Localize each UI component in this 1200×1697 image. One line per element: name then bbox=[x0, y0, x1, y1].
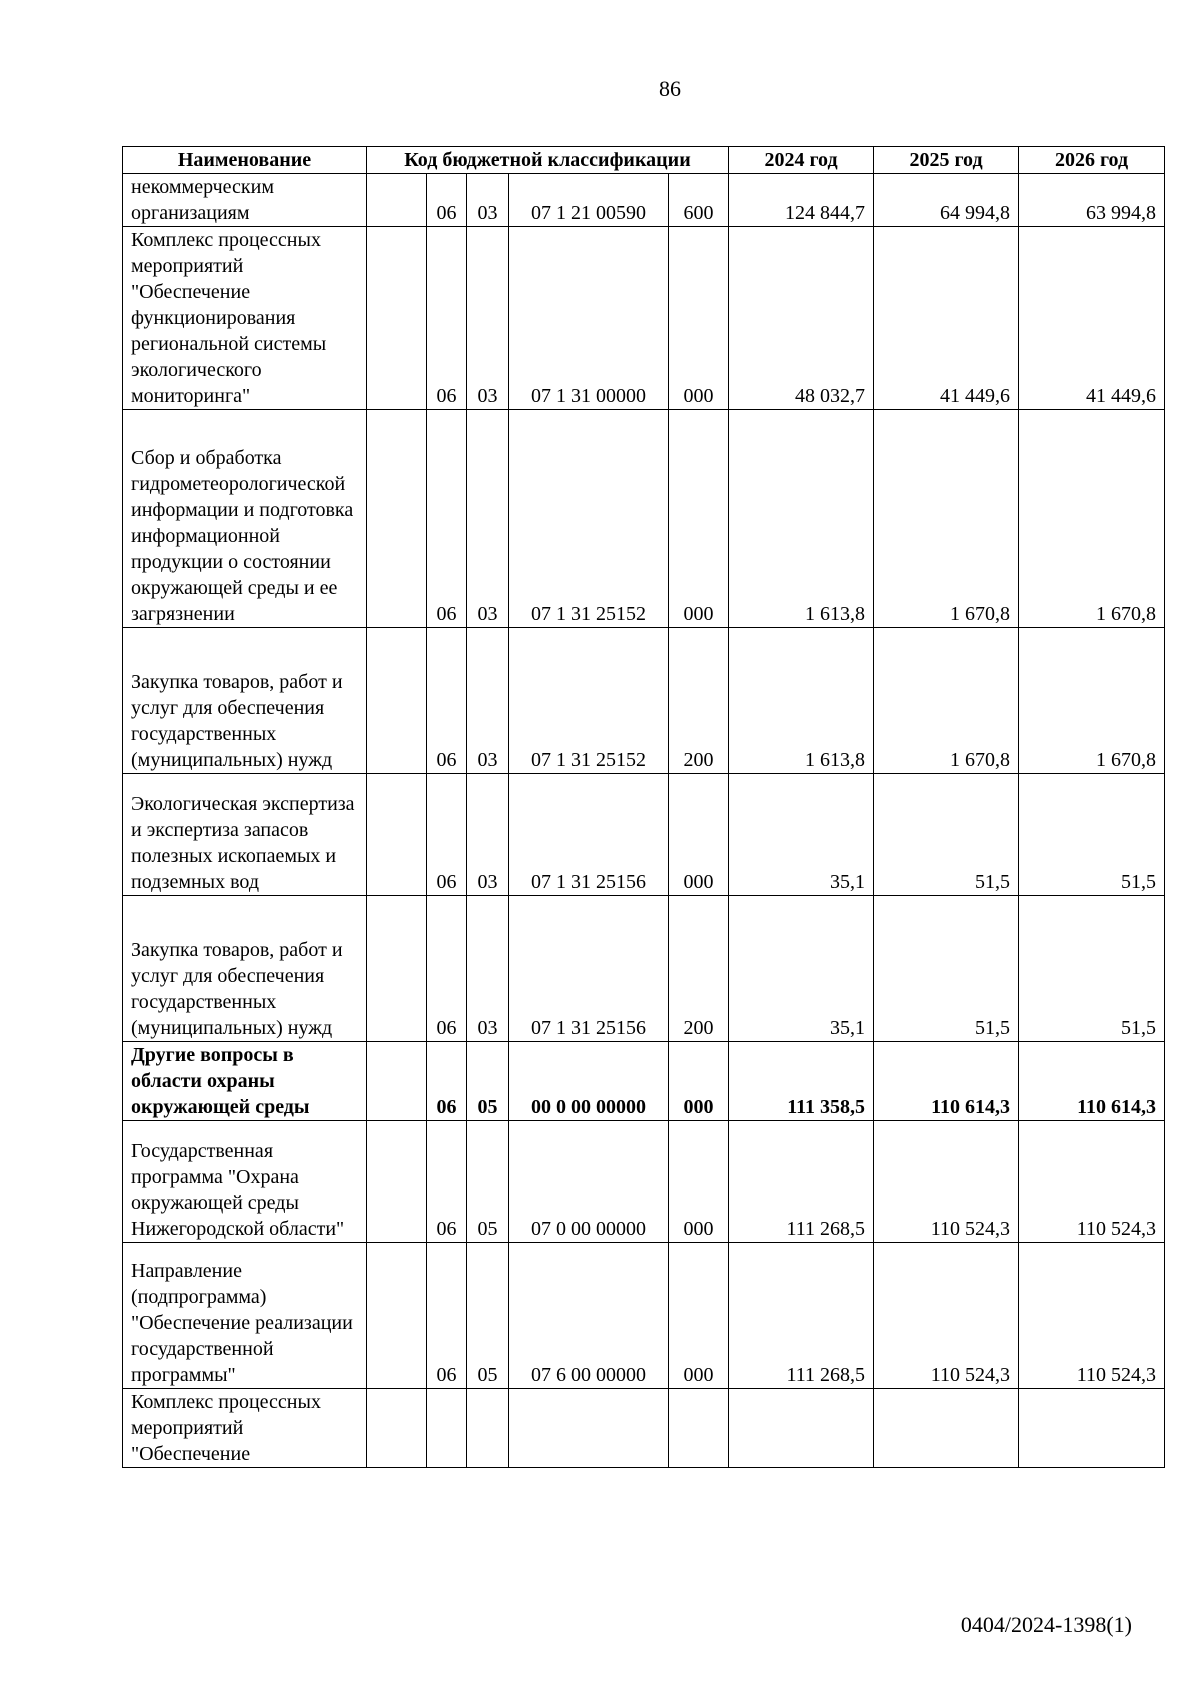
header-2024: 2024 год bbox=[729, 147, 874, 174]
cell-target-article: 07 1 31 25152 bbox=[509, 410, 669, 628]
cell-2024: 1 613,8 bbox=[729, 410, 874, 628]
cell-code-blank bbox=[367, 1042, 427, 1121]
header-2025: 2025 год bbox=[874, 147, 1019, 174]
cell-2026: 1 670,8 bbox=[1019, 628, 1165, 774]
cell-2026: 41 449,6 bbox=[1019, 227, 1165, 410]
cell-2024: 1 613,8 bbox=[729, 628, 874, 774]
cell-subsection: 03 bbox=[467, 896, 509, 1042]
cell-2026: 110 524,3 bbox=[1019, 1243, 1165, 1389]
cell-2024 bbox=[729, 1389, 874, 1468]
cell-name: Комплекс процессных мероприятий "Обеспечение функционирования региональной системы экологического мониторинга" bbox=[123, 227, 367, 410]
cell-2026: 1 670,8 bbox=[1019, 410, 1165, 628]
cell-target-article: 07 6 00 00000 bbox=[509, 1243, 669, 1389]
cell-2026: 63 994,8 bbox=[1019, 174, 1165, 227]
cell-subsection: 03 bbox=[467, 410, 509, 628]
cell-expense-type: 000 bbox=[669, 774, 729, 896]
cell-expense-type: 000 bbox=[669, 1243, 729, 1389]
cell-code-blank bbox=[367, 1121, 427, 1243]
cell-name: Закупка товаров, работ и услуг для обеспечения государственных (муниципальных) нужд bbox=[123, 896, 367, 1042]
cell-code-blank bbox=[367, 227, 427, 410]
cell-subsection: 03 bbox=[467, 628, 509, 774]
cell-2024: 124 844,7 bbox=[729, 174, 874, 227]
cell-expense-type: 000 bbox=[669, 410, 729, 628]
header-name: Наименование bbox=[123, 147, 367, 174]
document-code: 0404/2024-1398(1) bbox=[960, 1612, 1132, 1637]
cell-name: некоммерческим организациям bbox=[123, 174, 367, 227]
cell-name: Комплекс процессных мероприятий "Обеспечение bbox=[123, 1389, 367, 1468]
cell-expense-type bbox=[669, 1389, 729, 1468]
cell-expense-type: 200 bbox=[669, 896, 729, 1042]
cell-target-article: 07 1 31 00000 bbox=[509, 227, 669, 410]
header-code: Код бюджетной классификации bbox=[367, 147, 729, 174]
cell-target-article: 07 1 31 25156 bbox=[509, 896, 669, 1042]
budget-table bbox=[122, 146, 1165, 1468]
cell-section bbox=[427, 1389, 467, 1468]
cell-section: 06 bbox=[427, 774, 467, 896]
cell-target-article: 07 1 31 25156 bbox=[509, 774, 669, 896]
cell-2025: 1 670,8 bbox=[874, 410, 1019, 628]
table-row bbox=[123, 896, 1165, 1042]
cell-2025 bbox=[874, 1389, 1019, 1468]
cell-section: 06 bbox=[427, 628, 467, 774]
cell-expense-type: 000 bbox=[669, 1042, 729, 1121]
cell-2024: 35,1 bbox=[729, 774, 874, 896]
cell-2026 bbox=[1019, 1389, 1165, 1468]
cell-name: Экологическая экспертиза и экспертиза запасов полезных ископаемых и подземных вод bbox=[123, 774, 367, 896]
cell-code-blank bbox=[367, 1389, 427, 1468]
header-2026: 2026 год bbox=[1019, 147, 1165, 174]
cell-2025: 64 994,8 bbox=[874, 174, 1019, 227]
cell-name: Сбор и обработка гидрометеорологической информации и подготовка информационной продукции о состоянии окружающей среды и ее загрязнении bbox=[123, 410, 367, 628]
table-row bbox=[123, 628, 1165, 774]
table-row bbox=[123, 1243, 1165, 1389]
cell-section: 06 bbox=[427, 227, 467, 410]
table-row bbox=[123, 174, 1165, 227]
table-row bbox=[123, 410, 1165, 628]
table-row bbox=[123, 1121, 1165, 1243]
cell-2024: 111 268,5 bbox=[729, 1121, 874, 1243]
cell-expense-type: 200 bbox=[669, 628, 729, 774]
cell-2025: 110 614,3 bbox=[874, 1042, 1019, 1121]
cell-expense-type: 000 bbox=[669, 1121, 729, 1243]
cell-2024: 111 268,5 bbox=[729, 1243, 874, 1389]
table-row bbox=[123, 1042, 1165, 1121]
cell-name: Направление (подпрограмма) "Обеспечение реализации государственной программы" bbox=[123, 1243, 367, 1389]
cell-section: 06 bbox=[427, 1243, 467, 1389]
cell-target-article bbox=[509, 1389, 669, 1468]
cell-2026: 51,5 bbox=[1019, 774, 1165, 896]
cell-section: 06 bbox=[427, 174, 467, 227]
cell-code-blank bbox=[367, 896, 427, 1042]
table-body bbox=[123, 174, 1165, 1468]
cell-section: 06 bbox=[427, 1121, 467, 1243]
cell-2025: 110 524,3 bbox=[874, 1121, 1019, 1243]
cell-2024: 48 032,7 bbox=[729, 227, 874, 410]
cell-code-blank bbox=[367, 628, 427, 774]
cell-subsection: 05 bbox=[467, 1042, 509, 1121]
cell-2026: 110 524,3 bbox=[1019, 1121, 1165, 1243]
cell-name: Государственная программа "Охрана окружающей среды Нижегородской области" bbox=[123, 1121, 367, 1243]
table-row bbox=[123, 1389, 1165, 1468]
cell-subsection bbox=[467, 1389, 509, 1468]
cell-target-article: 07 0 00 00000 bbox=[509, 1121, 669, 1243]
cell-section: 06 bbox=[427, 410, 467, 628]
table-row bbox=[123, 774, 1165, 896]
cell-expense-type: 600 bbox=[669, 174, 729, 227]
cell-target-article: 07 1 31 25152 bbox=[509, 628, 669, 774]
table-header-row bbox=[123, 147, 1165, 174]
cell-section: 06 bbox=[427, 1042, 467, 1121]
cell-2026: 51,5 bbox=[1019, 896, 1165, 1042]
cell-subsection: 03 bbox=[467, 774, 509, 896]
cell-name: Закупка товаров, работ и услуг для обеспечения государственных (муниципальных) нужд bbox=[123, 628, 367, 774]
cell-name: Другие вопросы в области охраны окружающей среды bbox=[123, 1042, 367, 1121]
cell-subsection: 05 bbox=[467, 1243, 509, 1389]
cell-2025: 110 524,3 bbox=[874, 1243, 1019, 1389]
cell-subsection: 05 bbox=[467, 1121, 509, 1243]
cell-target-article: 07 1 21 00590 bbox=[509, 174, 669, 227]
cell-expense-type: 000 bbox=[669, 227, 729, 410]
cell-2024: 111 358,5 bbox=[729, 1042, 874, 1121]
cell-code-blank bbox=[367, 774, 427, 896]
cell-subsection: 03 bbox=[467, 227, 509, 410]
cell-2024: 35,1 bbox=[729, 896, 874, 1042]
cell-2025: 51,5 bbox=[874, 774, 1019, 896]
cell-subsection: 03 bbox=[467, 174, 509, 227]
cell-code-blank bbox=[367, 1243, 427, 1389]
cell-code-blank bbox=[367, 174, 427, 227]
table-row bbox=[123, 227, 1165, 410]
cell-code-blank bbox=[367, 410, 427, 628]
cell-2025: 1 670,8 bbox=[874, 628, 1019, 774]
cell-target-article: 00 0 00 00000 bbox=[509, 1042, 669, 1121]
page-number: 86 bbox=[659, 76, 681, 101]
cell-2025: 41 449,6 bbox=[874, 227, 1019, 410]
cell-2025: 51,5 bbox=[874, 896, 1019, 1042]
cell-2026: 110 614,3 bbox=[1019, 1042, 1165, 1121]
cell-section: 06 bbox=[427, 896, 467, 1042]
